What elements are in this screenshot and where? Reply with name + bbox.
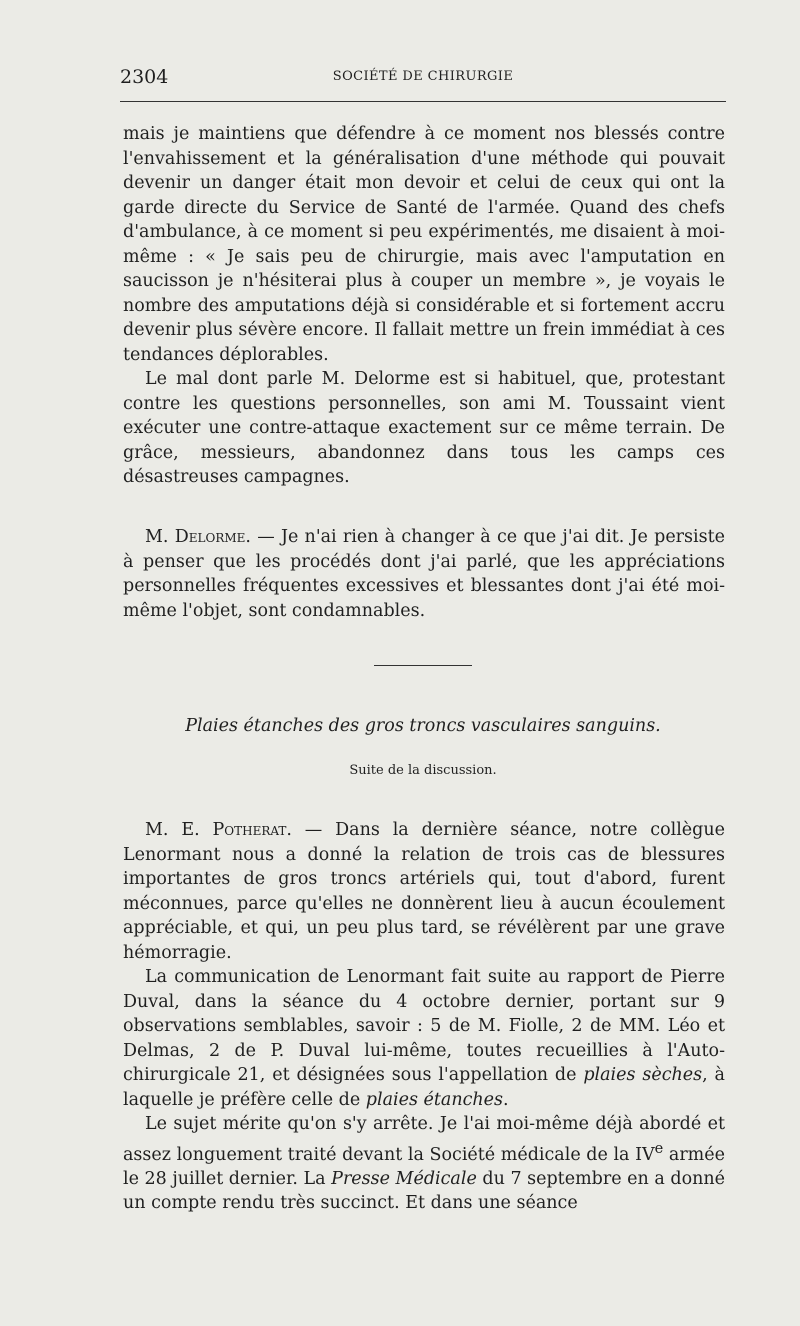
section-divider (374, 665, 472, 666)
journal-title: Presse Médicale (331, 1168, 477, 1189)
speaker-name: Potherat (212, 820, 287, 840)
speaker-name: Delorme (174, 527, 246, 547)
page-header (120, 66, 726, 88)
text-block-1 (123, 122, 725, 490)
paragraph (123, 525, 725, 623)
header-rule (120, 101, 726, 102)
section-subtitle: Suite de la discussion. (349, 763, 497, 778)
italic-term: plaies sèches (583, 1065, 703, 1085)
italic-term: plaies étanches (365, 1089, 503, 1110)
speaker-suffix: . (245, 527, 251, 547)
section-title: Plaies étanches des gros troncs vasculaires sanguins. (185, 716, 661, 736)
text-block-3 (123, 818, 725, 1216)
paragraph (123, 1112, 725, 1216)
page-number: 2304 (120, 66, 169, 88)
speaker-prefix: M. E. (145, 820, 213, 840)
speaker-suffix: . (286, 820, 292, 840)
text-run: La communication de Lenormant fait suite au rapport de Pierre Duval, dans la séance du 4 octobre dernier, portant sur 9 observations semblables, savoir : 5 de M. Fiolle, 2 de MM. Léo et Delmas, 2 de P. Duval lui-même, toutes recueillies à l'Auto-chirurgicale 21, et désignées sous l'appellation de (123, 967, 725, 1085)
text-run: Le sujet mérite qu'on s'y arrête. Je l'ai moi-même déjà abordé et assez longuement traité devant la Société médicale de la IV (123, 1114, 725, 1165)
text-run: armée le 28 juillet dernier. La (123, 1144, 725, 1189)
text-run: . (503, 1089, 509, 1110)
paragraph-text: — Dans la dernière séance, notre collègue Lenormant nous a donné la relation de trois cas de blessures importantes de gros troncs artériels qui, tout d'abord, furent méconnues, parce qu'elles ne donnèrent lieu à aucun écoulement appréciable, et qui, un peu plus tard, se révélèrent par une grave hémorragie. (123, 820, 725, 963)
text-block-2 (123, 525, 725, 623)
text-run: , à laquelle je préfère celle de (123, 1065, 725, 1110)
paragraph-text: — Je n'ai rien à changer à ce que j'ai dit. Je persiste à penser que les procédés dont j'ai parlé, que les appréciations personnelles fréquentes excessives et blessantes dont j'ai été moi-même l'objet, sont condamnables. (123, 527, 725, 621)
speaker-prefix: M. (145, 527, 175, 547)
paragraph: mais je maintiens que défendre à ce moment nos blessés contre l'envahissement et la généralisation d'une méthode qui pouvait devenir un danger était mon devoir et celui de ceux qui ont la garde directe du Service de Santé de l'armée. Quand des chefs d'ambulance, à ce moment si peu expérimentés, me disaient à moi-même : « Je sais peu de chirurgie, mais avec l'amputation en saucisson je n'hésiterai plus à couper un membre », je voyais le nombre des amputations déjà si considérable et si fortement accru devenir plus sévère encore. Il fallait mettre un frein immédiat à ces tendances déplorables. (123, 124, 725, 365)
text-run: du 7 septembre en a donné un compte rendu très succinct. Et dans une séance (123, 1168, 726, 1214)
paragraph (123, 818, 725, 965)
superscript: e (654, 1139, 664, 1157)
paragraph (123, 965, 725, 1112)
paragraph: Le mal dont parle M. Delorme est si habituel, que, protestant contre les questions personnelles, son ami M. Toussaint vient exécuter une contre-attaque exactement sur ce même terrain. De grâce, messieurs, abandonnez dans tous les camps ces désastreuses campagnes. (123, 369, 725, 487)
running-title: SOCIÉTÉ DE CHIRURGIE (332, 69, 514, 84)
